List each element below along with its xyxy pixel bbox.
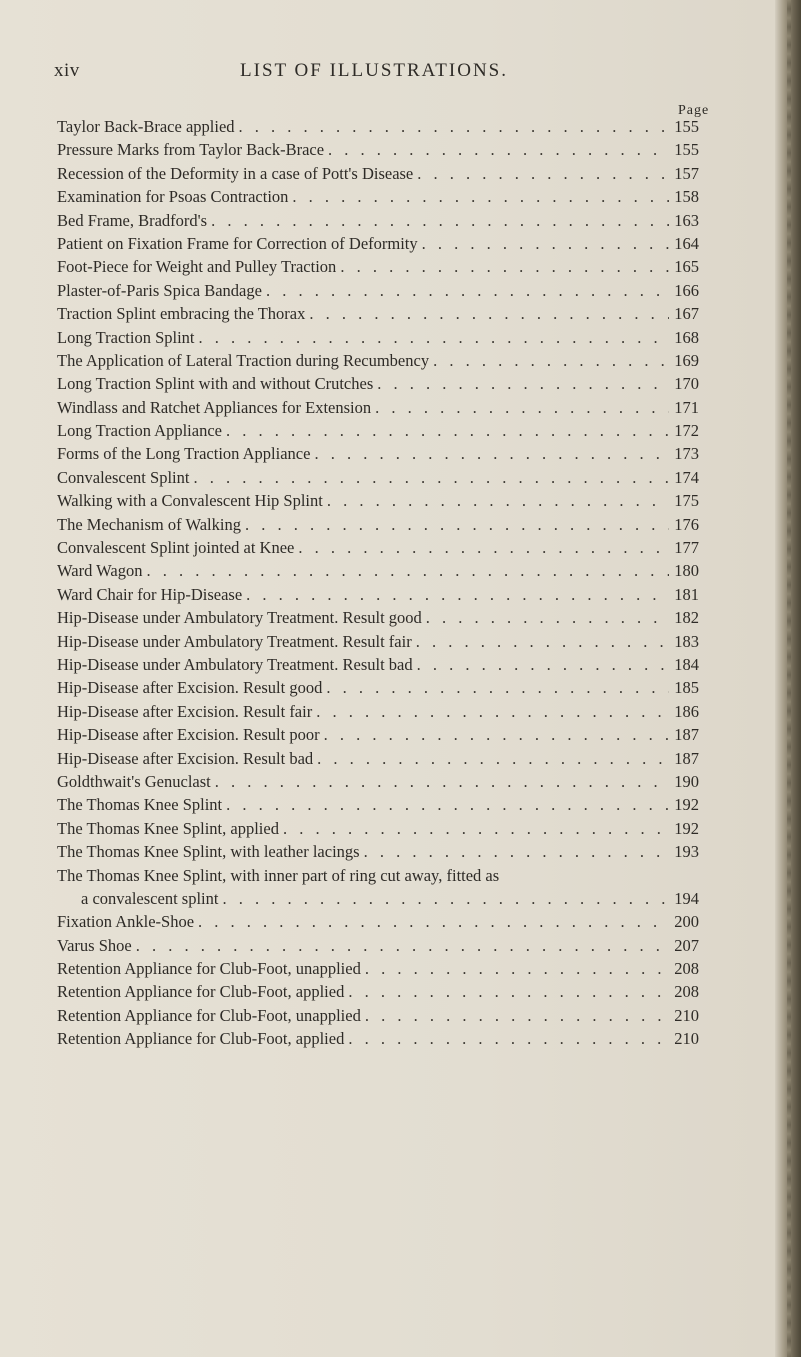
entry-page-number: 184: [674, 654, 699, 674]
entry-title: Long Traction Appliance: [57, 421, 222, 441]
entry-title: Convalescent Splint: [57, 467, 190, 487]
entry-title: Hip-Disease after Excision. Result good: [57, 678, 323, 698]
entry-title: Retention Appliance for Club-Foot, applied: [57, 982, 345, 1002]
dot-leader: [235, 115, 669, 138]
entry-page-number: 180: [674, 561, 699, 581]
list-item: [57, 840, 699, 863]
entry-page-number: 185: [674, 678, 699, 698]
entry-title: The Mechanism of Walking: [57, 514, 241, 534]
entry-title: The Thomas Knee Splint: [57, 795, 223, 815]
list-item: [57, 326, 699, 349]
list-item: [57, 770, 699, 793]
list-item: [57, 583, 699, 606]
dot-leader: [324, 138, 669, 161]
list-item: [57, 1004, 699, 1027]
dot-leader: [336, 255, 669, 278]
entry-title: Examination for Psoas Contraction: [57, 187, 289, 207]
list-item: [57, 630, 699, 653]
list-item: [57, 489, 699, 512]
dot-leader: [312, 700, 669, 723]
entry-page-number: 210: [674, 1005, 699, 1025]
entry-page-number: 175: [674, 491, 699, 511]
entry-page-number: 164: [674, 233, 699, 253]
dot-leader: [207, 209, 669, 232]
entry-page-number: 193: [674, 842, 699, 862]
list-item: [57, 162, 699, 185]
entry-title: Recession of the Deformity in a case of Pott's Disease: [57, 163, 414, 183]
illustrations-list: [57, 115, 699, 1051]
entry-title: Foot-Piece for Weight and Pulley Traction: [57, 257, 337, 277]
list-item: [57, 747, 699, 770]
entry-page-number: 200: [674, 912, 699, 932]
entry-page-number: 155: [674, 117, 699, 136]
list-item: [57, 232, 699, 255]
list-item: [57, 138, 699, 161]
entry-title: Plaster-of-Paris Spica Bandage: [57, 280, 262, 300]
entry-title: Retention Appliance for Club-Foot, unapplied: [57, 959, 361, 979]
entry-title: Hip-Disease after Excision. Result fair: [57, 701, 313, 721]
dot-leader: [142, 559, 669, 582]
list-item: [57, 349, 699, 372]
page-header: [54, 60, 694, 90]
list-item: [57, 980, 699, 1003]
entry-title: Bed Frame, Bradford's: [57, 210, 208, 230]
dot-leader: [222, 419, 669, 442]
list-item: [57, 419, 699, 442]
list-item: [57, 466, 699, 489]
entry-title: Traction Splint embracing the Thorax: [57, 304, 306, 324]
dot-leader: [373, 372, 669, 395]
dot-leader: [194, 910, 669, 933]
list-item: [57, 1027, 699, 1050]
list-item: [57, 255, 699, 278]
dot-leader: [422, 606, 669, 629]
list-item: [57, 793, 699, 816]
entry-page-number: 155: [674, 140, 699, 160]
list-item: [57, 910, 699, 933]
entry-title: Ward Chair for Hip-Disease: [57, 584, 243, 604]
dot-leader: [413, 653, 669, 676]
entry-title: Ward Wagon: [57, 561, 143, 581]
entry-title: Hip-Disease under Ambulatory Treatment. Result good: [57, 608, 422, 628]
entry-page-number: 157: [674, 163, 699, 183]
list-item-continuation: [57, 887, 699, 910]
dot-leader: [310, 442, 669, 465]
entry-page-number: 168: [674, 327, 699, 347]
dot-leader: [322, 676, 669, 699]
entry-page-number: 192: [674, 795, 699, 815]
dot-leader: [361, 957, 669, 980]
dot-leader: [413, 162, 669, 185]
entry-page-number: 158: [674, 187, 699, 207]
list-item: [57, 700, 699, 723]
list-item: [57, 653, 699, 676]
entry-title: The Thomas Knee Splint, with leather lacings: [57, 842, 360, 862]
entry-page-number: 208: [674, 982, 699, 1002]
list-item: [57, 536, 699, 559]
list-item: [57, 864, 699, 887]
page-edge-texture: [787, 0, 791, 1357]
entry-title: Retention Appliance for Club-Foot, unapplied: [57, 1005, 361, 1025]
entry-title: The Thomas Knee Splint, with inner part of ring cut away, fitted as: [57, 865, 500, 885]
entry-page-number: 187: [674, 725, 699, 745]
entry-title: Forms of the Long Traction Appliance: [57, 444, 311, 464]
dot-leader: [429, 349, 669, 372]
entry-page-number: 194: [674, 888, 699, 908]
running-title: LIST OF ILLUSTRATIONS.: [240, 60, 508, 81]
entry-title: Goldthwait's Genuclast: [57, 771, 211, 791]
entry-title: Hip-Disease after Excision. Result bad: [57, 748, 314, 768]
entry-page-number: 169: [674, 350, 699, 370]
dot-leader: [344, 980, 669, 1003]
dot-leader: [262, 279, 669, 302]
list-item: [57, 396, 699, 419]
dot-leader: [371, 396, 669, 419]
entry-title: Long Traction Splint: [57, 327, 195, 347]
dot-leader: [294, 536, 669, 559]
entry-page-number: 181: [674, 584, 699, 604]
dot-leader: [195, 326, 669, 349]
list-item: [57, 442, 699, 465]
entry-page-number: 187: [674, 748, 699, 768]
dot-leader: [211, 770, 669, 793]
entry-page-number: 172: [674, 421, 699, 441]
list-item: [57, 115, 699, 138]
dot-leader: [313, 747, 669, 770]
dot-leader: [288, 185, 669, 208]
entry-page-number: 173: [674, 444, 699, 464]
list-item: [57, 209, 699, 232]
entry-page-number: 165: [674, 257, 699, 277]
entry-title: Hip-Disease after Excision. Result poor: [57, 725, 320, 745]
list-item: [57, 934, 699, 957]
dot-leader: [242, 583, 669, 606]
entry-title: Fixation Ankle-Shoe: [57, 912, 195, 932]
list-item: [57, 676, 699, 699]
dot-leader: [241, 513, 669, 536]
entry-page-number: 171: [674, 397, 699, 417]
dot-leader: [361, 1004, 669, 1027]
list-item: [57, 372, 699, 395]
entry-page-number: 182: [674, 608, 699, 628]
entry-title: Varus Shoe: [57, 935, 132, 955]
entry-page-number: 207: [674, 935, 699, 955]
entry-title: Pressure Marks from Taylor Back-Brace: [57, 140, 325, 160]
entry-title: Walking with a Convalescent Hip Splint: [57, 491, 323, 511]
entry-page-number: 208: [674, 959, 699, 979]
entry-title: The Thomas Knee Splint, applied: [57, 818, 279, 838]
entry-page-number: 190: [674, 771, 699, 791]
dot-leader: [418, 232, 669, 255]
entry-page-number: 183: [674, 631, 699, 651]
entry-page-number: 186: [674, 701, 699, 721]
entry-title-continued: a convalescent splint: [81, 888, 219, 908]
entry-title: Long Traction Splint with and without Crutches: [57, 374, 374, 394]
dot-leader: [323, 489, 669, 512]
entry-title: Hip-Disease under Ambulatory Treatment. Result bad: [57, 654, 413, 674]
dot-leader: [222, 793, 669, 816]
entry-page-number: 192: [674, 818, 699, 838]
list-item: [57, 302, 699, 325]
dot-leader: [320, 723, 669, 746]
list-item: [57, 513, 699, 536]
dot-leader: [218, 887, 669, 910]
entry-title: Hip-Disease under Ambulatory Treatment. Result fair: [57, 631, 412, 651]
entry-title: Windlass and Ratchet Appliances for Extension: [57, 397, 372, 417]
entry-page-number: 163: [674, 210, 699, 230]
dot-leader: [412, 630, 669, 653]
entry-page-number: 167: [674, 304, 699, 324]
list-item: [57, 559, 699, 582]
dot-leader: [360, 840, 669, 863]
entry-title: Retention Appliance for Club-Foot, applied: [57, 1029, 345, 1049]
entry-page-number: 174: [674, 467, 699, 487]
list-item: [57, 723, 699, 746]
entry-page-number: 176: [674, 514, 699, 534]
dot-leader: [279, 817, 669, 840]
entry-title: Taylor Back-Brace applied: [57, 117, 235, 136]
list-item: [57, 957, 699, 980]
page-column-label: Page: [678, 103, 710, 118]
entry-page-number: 210: [674, 1029, 699, 1049]
list-item: [57, 279, 699, 302]
entry-title: Patient on Fixation Frame for Correction of Deformity: [57, 233, 418, 253]
list-item: [57, 817, 699, 840]
dot-leader: [189, 466, 669, 489]
page-number: xiv: [54, 60, 80, 81]
dot-leader: [132, 934, 669, 957]
entry-title: The Application of Lateral Traction during Recumbency: [57, 350, 430, 370]
entry-page-number: 170: [674, 374, 699, 394]
entry-page-number: 177: [674, 538, 699, 558]
entry-title: Convalescent Splint jointed at Knee: [57, 538, 295, 558]
dot-leader: [305, 302, 669, 325]
dot-leader: [344, 1027, 669, 1050]
list-item: [57, 185, 699, 208]
list-item: [57, 606, 699, 629]
entry-page-number: 166: [674, 280, 699, 300]
